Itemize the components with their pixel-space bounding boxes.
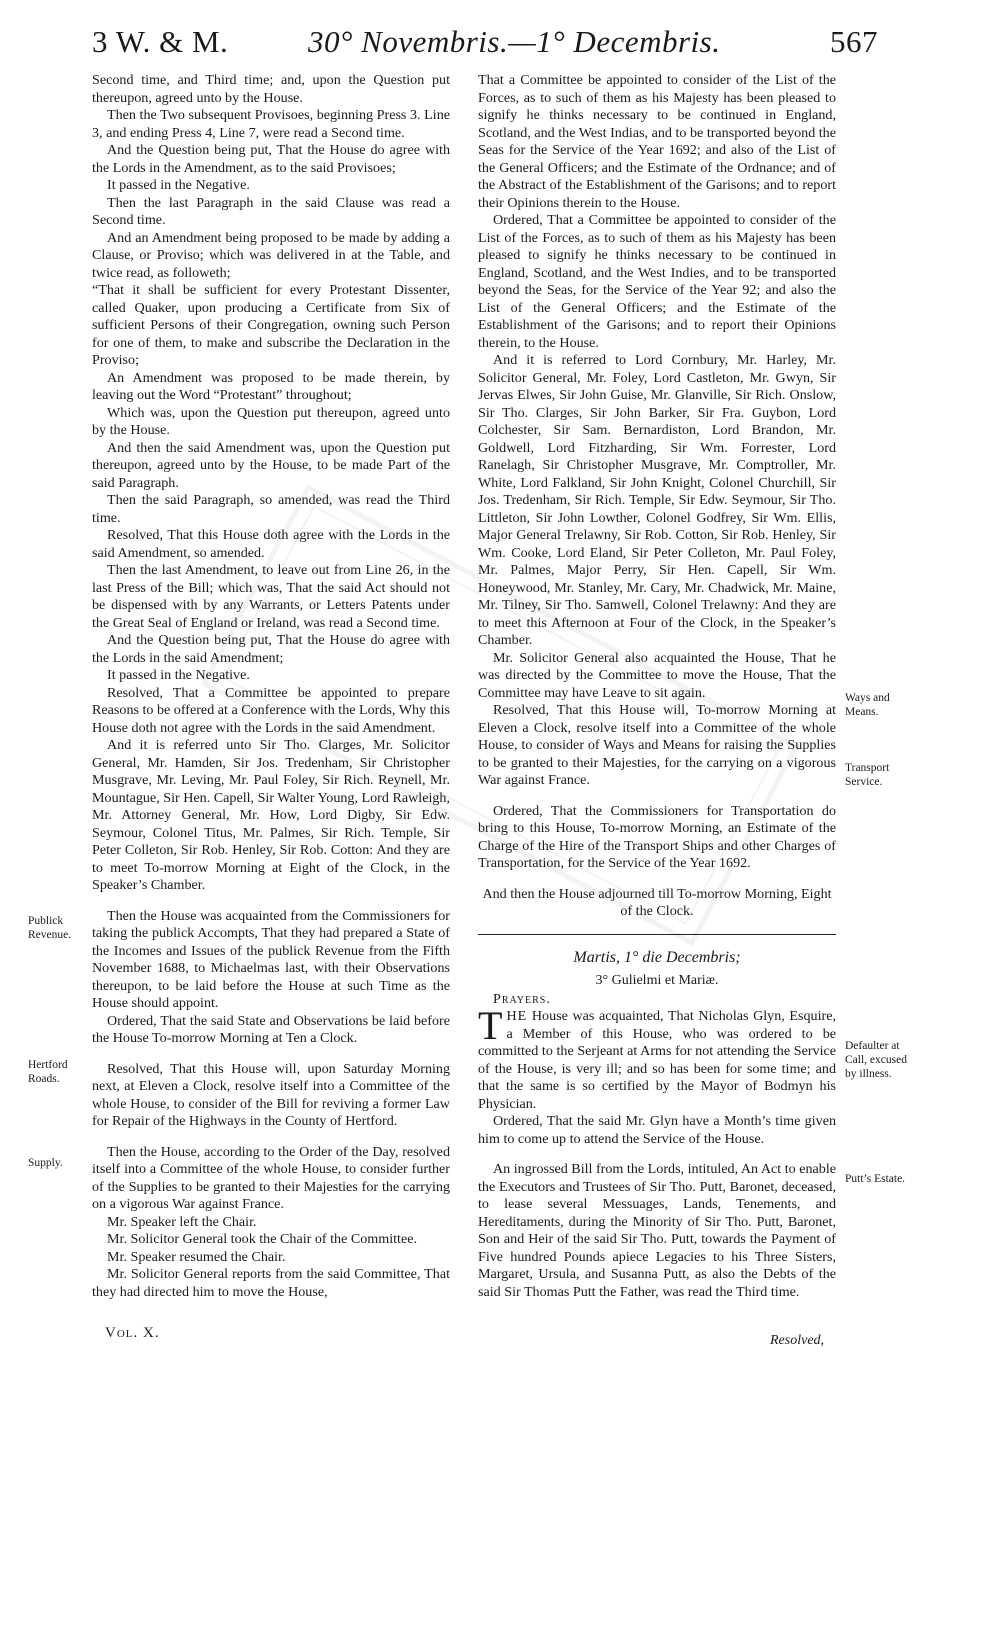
paragraph-supply: Then the House, according to the Order of the Day, resolved itself into a Committee of the whole House, to consider further of the Supplies to be granted to their Majesties for the carrying on a vigorous War against France. [92, 1143, 450, 1212]
regnal-subheading: 3° Gulielmi et Mariæ. [595, 972, 719, 988]
paragraph: It passed in the Negative. [107, 667, 250, 683]
paragraph-defaulter: THE House was acquainted, That Nicholas Glyn, Esquire, a Member of this House, who was ordered to be committed to the Serjeant at Arms for not attending the Service of the House, is very ill; and so has been for some time; and that the same is so certified by the Mayor of Bodmyn his Physician. [478, 1003, 836, 1112]
paragraph-ways-and-means: Resolved, That this House will, To-morrow Morning at Eleven a Clock, resolve itself into a Committee of the whole House, to consider of Ways and Means for raising the Supplies to be granted to their Majesties, for the carrying on a vigorous War against France. [478, 702, 836, 788]
quoted-proviso: “That it shall be sufficient for every Protestant Dissenter, called Quaker, upon producing a Certificate from Six of sufficient Persons of their Congregation, owning such Person for one of them, to make and subscribe the Declaration in the Proviso; [92, 282, 450, 368]
drop-capital: T [478, 1003, 503, 1048]
paragraph: Then the said Paragraph, so amended, was read the Third time. [92, 492, 450, 526]
paragraph: Mr. Solicitor General reports from the said Committee, That they had directed him to move the House, [92, 1266, 450, 1300]
margin-note-transport-service: Transport Service. [845, 762, 890, 788]
margin-note-ways-and-means: Ways and Means. [845, 692, 890, 718]
prayers-heading: Prayers. [493, 990, 551, 1007]
paragraph-hertford-roads: Resolved, That this House will, upon Saturday Morning next, at Eleven a Clock, resolve itself into a Committee of the whole House, to consider of the Bill for reviving a former Law for Repair of the Highways in the County of Hertford. [92, 1060, 450, 1129]
paragraph: Resolved, That this House doth agree with the Lords in the said Amendment, so amended. [92, 527, 450, 561]
paragraph: And it is referred to Lord Cornbury, Mr. Harley, Mr. Solicitor General, Mr. Foley, Lord Castleton, Mr. Gwyn, Sir Jervas Elwes, Sir John Guise, Mr. Glanville, Sir Rich. Onslow, Sir Tho. Clarges, Sir John Barker, Sir Fra. Guybon, Lord Colchester, Sir Sam. Bernardiston, Lord Brandon, Mr. Goldwell, Lord Fitzharding, Sir Wm. Forrester, Lord Ranelagh, Sir Christopher Musgrave, Mr. Comptroller, Mr. White, Lord Falkland, Sir John Knight, Colonel Churchill, Sir Jos. Tredenham, Sir Rich. Temple, Sir Edw. Seymour, Sir Tho. Littleton, Sir John Lowther, Colonel Godfrey, Sir Wm. Ellis, Major General Trelawny, Sir Rob. Cotton, Sir Rob. Henley, Sir Wm. Cooke, Lord Eland, Sir Peter Colleton, Mr. Paul Foley, Mr. Palmes, Major Perry, Sir Hen. Capell, Sir Wm. Honeywood, Mr. Stanley, Mr. Cary, Mr. Chadwick, Mr. Maine, Mr. Tilney, Sir Tho. Samwell, Colonel Trelawny: And they are to meet this Afternoon at Four of the Clock, in the Speaker’s Chamber. [478, 352, 836, 648]
paragraph: Mr. Speaker resumed the Chair. [107, 1248, 286, 1265]
paragraph: Mr. Solicitor General also acquainted the House, That he was directed by the Committee to move the House, That the Committee may have Leave to sit again. [478, 649, 836, 701]
paragraph: Then the last Amendment, to leave out from Line 26, in the last Press of the Bill; which was, That the said Act should not be dispensed with by any Warrants, or Letters Patents under the Great Seal of England or Ireland, was read a Second time. [92, 562, 450, 631]
paragraph: Ordered, That a Committee be appointed to consider of the List of the Forces, as to such of them as his Majesty has been pleased to signify he thinks necessary to be continued in England, Scotland, and the West Indies, and to be transported beyond the Seas, for the Service of the Year 92; and also the List of the General Officers; and the Estimate of the Establishment of the Garisons; and to report their Opinions therein, to the House. [478, 212, 836, 351]
paragraph: And then the said Amendment was, upon the Question put thereupon, agreed unto by the House, to be made Part of the said Paragraph. [92, 439, 450, 491]
paragraph: And it is referred unto Sir Tho. Clarges, Mr. Solicitor General, Mr. Hamden, Sir Jos. Tredenham, Sir Christopher Musgrave, Mr. Leving, Mr. Paul Foley, Sir Rich. Reynell, Mr. Mountague, Sir Hen. Capell, Sir Walter Young, Lord Rawleigh, Mr. Attorney General, Mr. How, Lord Digby, Sir Edw. Seymour, Colonel Titus, Mr. Palmes, Sir Rich. Temple, Sir Peter Colleton, Sir Rob. Henley, Sir Rob. Cotton: And they are to meet To-morrow Morning at Eight of the Clock, in the Speaker’s Chamber. [92, 737, 450, 893]
section-divider [478, 934, 836, 935]
paragraph: Ordered, That the said State and Observations be laid before the House To-morrow Morning at Ten a Clock. [92, 1012, 450, 1046]
margin-note-publick-revenue: Publick Revenue. [28, 915, 72, 941]
catchword: Resolved, [770, 1333, 825, 1348]
adjournment: And then the House adjourned till To-morrow Morning, Eight of the Clock. [482, 885, 832, 919]
paragraph: Then the Two subsequent Provisoes, beginning Press 3. Line 3, and ending Press 4, Line 7, were read a Second time. [92, 107, 450, 141]
paragraph: Mr. Solicitor General took the Chair of the Committee. [107, 1231, 418, 1247]
paragraph: Which was, upon the Question put thereupon, agreed unto by the House. [92, 404, 450, 438]
paragraph: Resolved, That a Committee be appointed to prepare Reasons to be offered at a Conference with the Lords, Why this House doth not agree with the Lords in the said Amendment. [92, 684, 450, 736]
volume-number: Vol. X. [105, 1325, 160, 1341]
paragraph-transport-service: Ordered, That the Commissioners for Transportation do bring to this House, To-morrow Morning, an Estimate of the Charge of the Hire of the Transport Ships and other Charges of Transportation, for the Service of the Year 1692. [478, 802, 836, 871]
paragraph: Ordered, That the said Mr. Glyn have a Month’s time given him to come up to attend the Service of the House. [478, 1113, 836, 1147]
paragraph: Then the last Paragraph in the said Clause was read a Second time. [92, 194, 450, 228]
paragraph-publick-revenue: Then the House was acquainted from the Commissioners for taking the publick Accompts, That they had prepared a State of the Incomes and Issues of the publick Revenue from the Fifth November 1688, to Michaelmas last, with their Observations thereupon, to be laid before the House at such Time as the House should appoint. [92, 907, 450, 1011]
paragraph: And the Question being put, That the House do agree with the Lords in the Amendment, as to the said Provisoes; [92, 142, 450, 176]
paragraph: An Amendment was proposed to be made therein, by leaving out the Word “Protestant” throughout; [92, 369, 450, 403]
margin-note-supply: Supply. [28, 1157, 63, 1169]
day-heading: Martis, 1° die Decembris; [573, 948, 741, 966]
right-column [478, 72, 836, 1301]
margin-note-putts-estate: Putt’s Estate. [845, 1173, 906, 1185]
paragraph-putts-estate: An ingrossed Bill from the Lords, intituled, An Act to enable the Executors and Trustees of Sir Tho. Putt, Baronet, deceased, to lease several Messuages, Lands, Tenements, and Hereditaments, during the Minority of Sir Tho. Putt, Baronet, Son and Heir of the said Sir Tho. Putt, towards the Payment of Five hundred Pounds apiece Legacies to his Three Sisters, Margaret, Ursula, and Susanna Putt, as also the Debts of the said Sir Thomas Putt the Father, was read the Third time. [478, 1161, 836, 1300]
margin-note-hertford-roads: Hertford Roads. [28, 1059, 68, 1085]
header-regnal-year: 3 W. & M. [92, 24, 229, 59]
paragraph: Second time, and Third time; and, upon the Question put thereupon, agreed unto by the House. [92, 72, 450, 106]
paragraph: That a Committee be appointed to consider of the List of the Forces, as to such of them as his Majesty has been pleased to signify he thinks necessary to be continued in England, Scotland, and the West Indias, and to be transported beyond the Seas for the Service of the Year 1692; and also of the List of the General Officers; and the Estimate of the Ordnance; and of the Abstract of the Establishment of the Garisons; and to report their Opinions therein to the House. [478, 72, 836, 211]
margin-note-defaulter: Defaulter at Call, excused by illness. [845, 1040, 907, 1080]
page-number: 567 [830, 24, 878, 59]
paragraph: And the Question being put, That the House do agree with the Lords in the said Amendment; [92, 632, 450, 666]
header-dates: 30° Novembris.—1° Decembris. [308, 24, 721, 59]
paragraph: Mr. Speaker left the Chair. [107, 1213, 257, 1230]
paragraph: And an Amendment being proposed to be made by adding a Clause, or Proviso; which was delivered in at the Table, and twice read, as followeth; [92, 229, 450, 281]
left-column [92, 72, 450, 1301]
paragraph: It passed in the Negative. [107, 177, 250, 193]
